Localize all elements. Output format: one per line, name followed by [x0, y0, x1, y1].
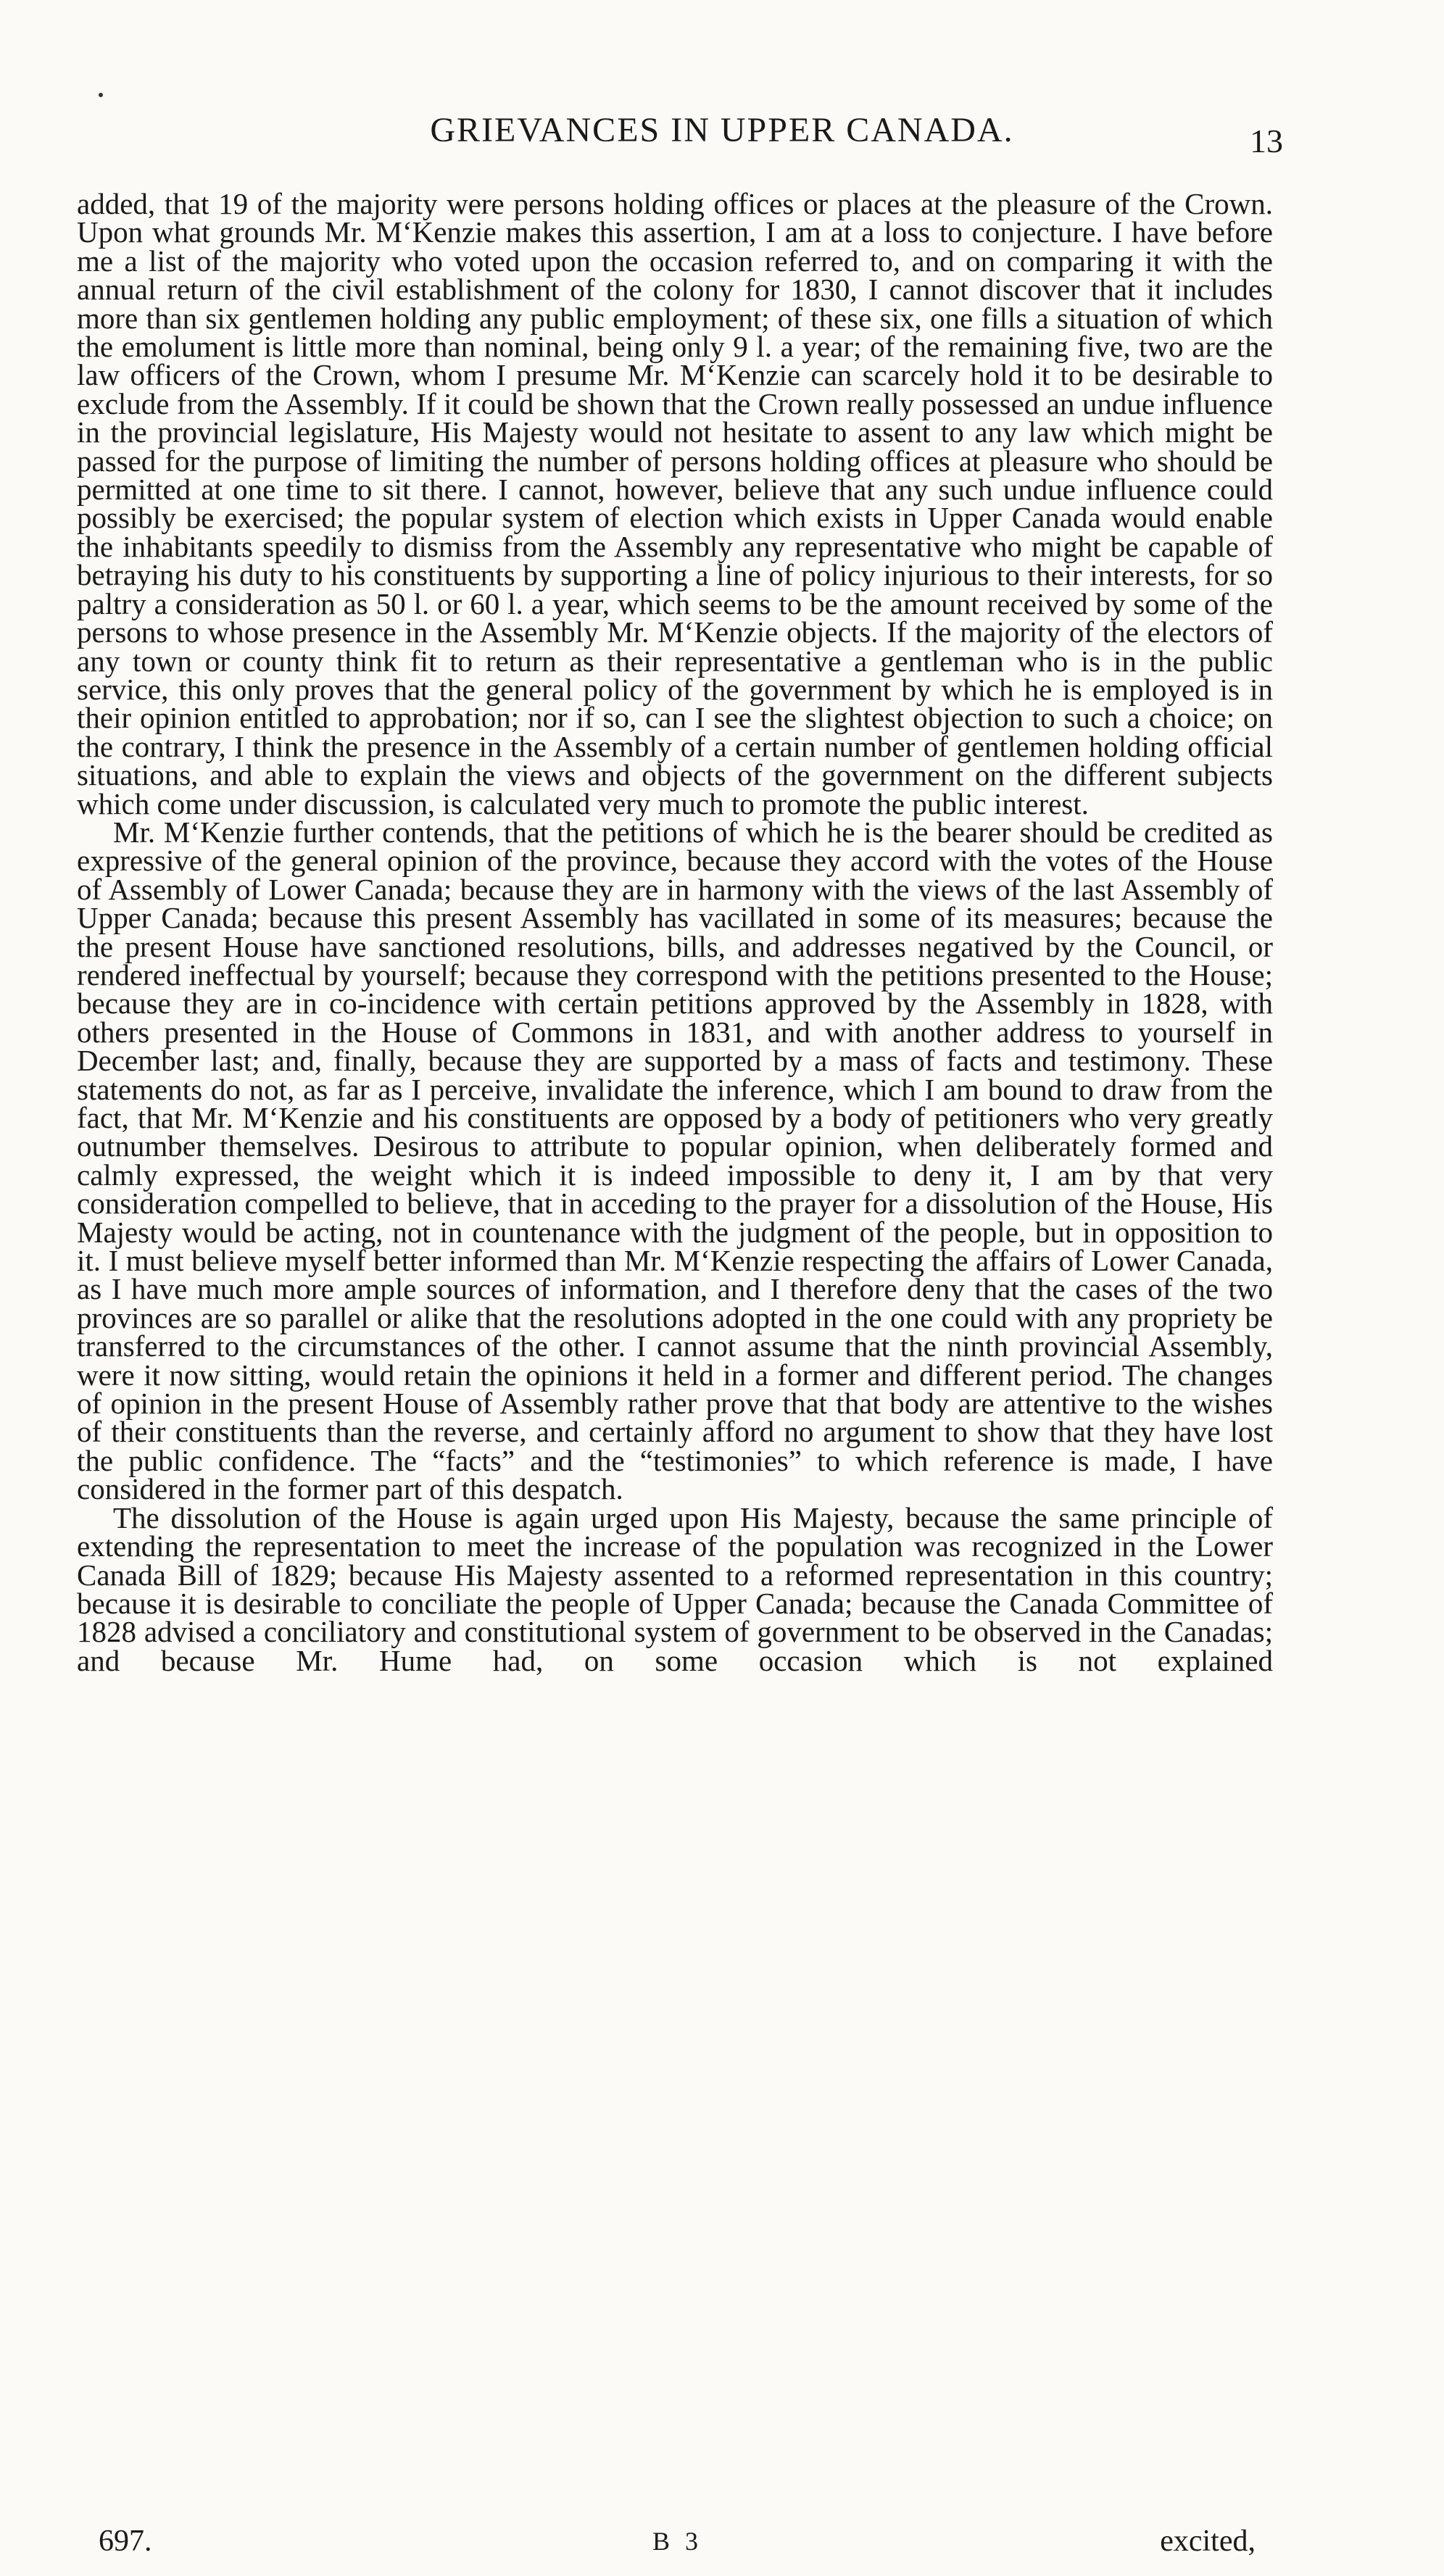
paragraph-3: The dissolution of the House is again urged upon His Majesty, because the same principle of extending the representation to meet the increase of the population was recognized in the Lower Canada Bill of 1829; because His Majesty assented to a reformed representation in this country; because it is desirable to conciliate the people of Upper Canada; because the Canada Committee of 1828 advised a conciliatory and constitutional system of government to be observed in the Canadas; and because Mr. Hume had, on some occasion which is not explained: [77, 1500, 1273, 1677]
body-text: [77, 187, 1273, 1677]
catchword: excited,: [1160, 2525, 1256, 2558]
signature-mark: B 3: [652, 2527, 703, 2556]
signature-number: 697.: [99, 2525, 152, 2558]
page-number: 13: [1250, 122, 1283, 159]
page-footer: [0, 2521, 1444, 2562]
running-title: GRIEVANCES IN UPPER CANADA.: [430, 111, 1014, 149]
paragraph-2: Mr. M‘Kenzie further contends, that the petitions of which he is the bearer should be credited as expressive of the general opinion of the province, because they accord with the votes of the House of Assembly of Lower Canada; because they are in harmony with the views of the last Assembly of Upper Canada; because this present Assembly has vacillated in some of its measures; because the the present House have sanctioned resolutions, bills, and addresses negatived by the Council, or rendered ineffectual by yourself; because they correspond with the petitions presented to the House; because they are in co-incidence with certain petitions approved by the Assembly in 1828, with others presented in the House of Commons in 1831, and with another address to yourself in December last; and, finally, because they are supported by a mass of facts and testimony. These statements do not, as far as I perceive, invalidate the inference, which I am bound to draw from the fact, that Mr. M‘Kenzie and his constituents are opposed by a body of petitioners who very greatly outnumber themselves. Desirous to attribute to popular opinion, when deliberately formed and calmly expressed, the weight which it is indeed impossible to deny it, I am by that very consideration compelled to believe, that in acceding to the prayer for a dissolution of the House, His Majesty would be acting, not in countenance with the judgment of the people, but in opposition to it. I must believe myself better informed than Mr. M‘Kenzie respecting the affairs of Lower Canada, as I have much more ample sources of information, and I therefore deny that the cases of the two provinces are so parallel or alike that the resolutions adopted in the one could with any propriety be transferred to the circumstances of the other. I cannot assume that the ninth provincial Assembly, were it now sitting, would retain the opinions it held in a former and different period. The changes of opinion in the present House of Assembly rather prove that that body are attentive to the wishes of their constituents than the reverse, and certainly afford no argument to show that they have lost the public confidence. The “facts” and the “testimonies” to which reference is made, I have considered in the former part of this despatch.: [77, 815, 1273, 1506]
ink-speck: [99, 93, 103, 97]
paragraph-1: added, that 19 of the majority were persons holding offices or places at the pleasure of the Crown. Upon what grounds Mr. M‘Kenzie makes this assertion, I am at a loss to conjecture. I have before me a list of the majority who voted upon the occasion referred to, and on comparing it with the annual return of the civil establishment of the colony for 1830, I cannot discover that it includes more than six gentlemen holding any public employment; of these six, one fills a situation of which the emolument is little more than nominal, being only 9 l. a year; of the remaining five, two are the law officers of the Crown, whom I presume Mr. M‘Kenzie can scarcely hold it to be desirable to exclude from the Assembly. If it could be shown that the Crown really possessed an undue influence in the provincial legislature, His Majesty would not hesitate to assent to any law which might be passed for the purpose of limiting the number of persons holding offices at pleasure who should be permitted at one time to sit there. I cannot, however, believe that any such undue influence could possibly be exercised; the popular system of election which exists in Upper Canada would enable the inhabitants speedily to dismiss from the Assembly any representative who might be capable of betraying his duty to his constituents by supporting a line of policy injurious to their interests, for so paltry a consideration as 50 l. or 60 l. a year, which seems to be the amount received by some of the persons to whose presence in the Assembly Mr. M‘Kenzie objects. If the majority of the electors of any town or county think fit to return as their representative a gentleman who is in the public service, this only proves that the general policy of the government by which he is employed is in their opinion entitled to approbation; nor if so, can I see the slightest objection to such a choice; on the contrary, I think the presence in the Assembly of a certain number of gentlemen holding official situations, and able to explain the views and objects of the government on the different subjects which come under discussion, is calculated very much to promote the public interest.: [77, 187, 1273, 820]
